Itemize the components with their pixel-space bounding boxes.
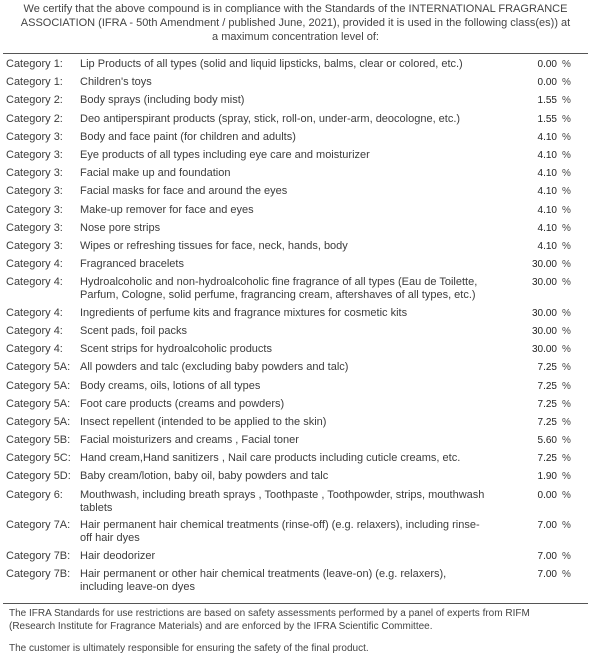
category-description — [80, 307, 500, 320]
category-label: Category 3: — [6, 148, 63, 161]
description-line: Eye products of all types including eye care and moisturizer — [80, 148, 370, 161]
description-line: Body creams, oils, lotions of all types — [80, 379, 261, 392]
category-description — [80, 398, 500, 411]
description-line: Hand cream,Hand sanitizers , Nail care products including cuticle creams, etc. — [80, 452, 461, 465]
description-line: Deo antiperspirant products (spray, stick, roll-on, under-arm, deocologne, etc.) — [80, 112, 461, 125]
max-concentration-value: 30.00 — [531, 307, 557, 319]
max-concentration-value: 1.55 — [537, 95, 557, 107]
max-concentration-value: 30.00 — [531, 277, 557, 289]
table-row — [0, 204, 591, 222]
table-row — [0, 568, 591, 599]
category-label: Category 7B: — [6, 549, 71, 562]
compliance-statement — [0, 2, 591, 44]
table-row — [0, 222, 591, 240]
category-description — [80, 94, 500, 107]
ifra-note-line-1: The IFRA Standards for use restrictions are based on safety assessments performed by a panel of experts from RIFM — [9, 608, 530, 619]
category-description — [80, 276, 500, 302]
category-label: Category 5C: — [6, 452, 71, 465]
description-line: Wipes or refreshing tissues for face, neck, hands, body — [80, 239, 348, 252]
description-line: Hair deodorizer — [80, 549, 156, 562]
percent-unit: % — [562, 398, 571, 410]
description-line: Hydroalcoholic and non-hydroalcoholic fine fragrance of all types (Eau de Toilette, — [80, 276, 478, 289]
percent-unit: % — [562, 59, 571, 70]
category-description — [80, 258, 500, 271]
max-concentration-value: 0.00 — [537, 489, 557, 501]
category-description — [80, 550, 500, 563]
percent-unit: % — [562, 380, 571, 392]
percent-unit: % — [562, 435, 571, 447]
category-description — [80, 434, 500, 447]
percent-unit: % — [562, 362, 571, 374]
max-concentration-value: 4.10 — [537, 149, 557, 161]
description-line: Body and face paint (for children and adults) — [80, 130, 296, 143]
max-concentration-value: 7.25 — [537, 453, 557, 465]
description-line: Hair permanent hair chemical treatments (rinse-off) (e.g. relaxers), including rinse- — [80, 519, 480, 532]
description-line: Baby cream/lotion, baby oil, baby powders and talc — [80, 470, 329, 483]
max-concentration-value: 4.10 — [537, 186, 557, 198]
percent-unit: % — [562, 520, 571, 532]
description-line: Fragranced bracelets — [80, 258, 184, 271]
table-row — [0, 325, 591, 343]
category-description — [80, 131, 500, 144]
category-label: Category 5A: — [6, 415, 71, 428]
percent-unit: % — [562, 259, 571, 271]
category-description — [80, 470, 500, 483]
table-row — [0, 240, 591, 258]
category-label: Category 7A: — [6, 519, 71, 532]
max-concentration-value: 0.00 — [537, 77, 557, 89]
table-row — [0, 307, 591, 325]
max-concentration-value: 7.25 — [537, 380, 557, 392]
percent-unit: % — [562, 416, 571, 428]
description-line: Lip Products of all types (solid and liquid lipsticks, balms, clear or colored, etc.) — [80, 58, 463, 70]
percent-unit: % — [562, 77, 571, 89]
description-line: including leave-on dyes — [80, 580, 195, 593]
description-line: Facial masks for face and around the eyes — [80, 185, 288, 198]
description-line: Facial make up and foundation — [80, 167, 231, 180]
description-line: off hair dyes — [80, 532, 140, 545]
category-label: Category 5D: — [6, 470, 71, 483]
max-concentration-value: 7.25 — [537, 398, 557, 410]
table-row — [0, 416, 591, 434]
description-line: Nose pore strips — [80, 221, 161, 234]
table-row — [0, 380, 591, 398]
category-label: Category 2: — [6, 94, 63, 107]
category-label: Category 1: — [6, 58, 63, 70]
category-description — [80, 113, 500, 126]
category-description — [80, 325, 500, 338]
table-row — [0, 149, 591, 167]
compliance-line-3: a maximum concentration level of: — [212, 31, 379, 43]
table-row — [0, 470, 591, 488]
category-label: Category 5A: — [6, 361, 71, 374]
percent-unit: % — [562, 186, 571, 198]
category-label: Category 3: — [6, 130, 63, 143]
max-concentration-value: 30.00 — [531, 344, 557, 356]
max-concentration-value: 4.10 — [537, 240, 557, 252]
category-description — [80, 149, 500, 162]
category-description — [80, 222, 500, 235]
percent-unit: % — [562, 240, 571, 252]
description-line: Body sprays (including body mist) — [80, 94, 245, 107]
max-concentration-value: 4.10 — [537, 222, 557, 234]
compliance-line-2: ASSOCIATION (IFRA - 50th Amendment / published June, 2021), provided it is used in the following class(es)) at — [20, 17, 571, 29]
category-label: Category 4: — [6, 276, 63, 289]
category-label: Category 5A: — [6, 397, 71, 410]
category-description — [80, 519, 500, 545]
max-concentration-value: 0.00 — [537, 59, 557, 70]
category-label: Category 3: — [6, 167, 63, 180]
category-label: Category 3: — [6, 203, 63, 216]
category-description — [80, 343, 500, 356]
table-row — [0, 452, 591, 470]
responsibility-note: The customer is ultimately responsible for ensuring the safety of the final product. — [9, 643, 369, 654]
description-line: Foot care products (creams and powders) — [80, 397, 285, 410]
category-label: Category 4: — [6, 306, 63, 319]
percent-unit: % — [562, 149, 571, 161]
table-row — [0, 398, 591, 416]
category-description — [80, 489, 500, 515]
max-concentration-value: 30.00 — [531, 259, 557, 271]
table-row — [0, 434, 591, 452]
table-row — [0, 58, 591, 76]
table-row — [0, 489, 591, 520]
category-description — [80, 58, 500, 71]
description-line: Facial moisturizers and creams , Facial toner — [80, 434, 299, 447]
max-concentration-value: 4.10 — [537, 131, 557, 143]
category-table — [0, 58, 591, 598]
description-line: Scent pads, foil packs — [80, 324, 188, 337]
max-concentration-value: 4.10 — [537, 204, 557, 216]
percent-unit: % — [562, 307, 571, 319]
description-line: Insect repellent (intended to be applied to the skin) — [80, 415, 327, 428]
table-row — [0, 519, 591, 550]
category-label: Category 3: — [6, 185, 63, 198]
category-label: Category 4: — [6, 343, 63, 356]
description-line: Hair permanent or other hair chemical treatments (leave-on) (e.g. relaxers), — [80, 567, 447, 580]
percent-unit: % — [562, 277, 571, 289]
percent-unit: % — [562, 95, 571, 107]
category-description — [80, 416, 500, 429]
category-label: Category 5A: — [6, 379, 71, 392]
table-row — [0, 185, 591, 203]
category-description — [80, 167, 500, 180]
category-description — [80, 185, 500, 198]
description-line: Children's toys — [80, 76, 152, 89]
category-description — [80, 76, 500, 89]
max-concentration-value: 7.00 — [537, 550, 557, 562]
description-line: Parfum, Cologne, solid perfume, fragrancing cream, aftershaves of all types, etc.) — [80, 289, 476, 302]
percent-unit: % — [562, 344, 571, 356]
category-label: Category 1: — [6, 76, 63, 89]
percent-unit: % — [562, 204, 571, 216]
description-line: Make-up remover for face and eyes — [80, 203, 254, 216]
category-label: Category 4: — [6, 324, 63, 337]
percent-unit: % — [562, 325, 571, 337]
category-description — [80, 568, 500, 594]
table-row — [0, 550, 591, 568]
category-description — [80, 240, 500, 253]
max-concentration-value: 4.10 — [537, 168, 557, 180]
description-line: All powders and talc (excluding baby powders and talc) — [80, 361, 349, 374]
table-row — [0, 76, 591, 94]
description-line: Mouthwash, including breath sprays , Toothpaste , Toothpowder, strips, mouthwash — [80, 488, 485, 501]
category-description — [80, 380, 500, 393]
category-label: Category 7B: — [6, 567, 71, 580]
max-concentration-value: 7.00 — [537, 568, 557, 580]
description-line: Scent strips for hydroalcoholic products — [80, 343, 272, 356]
header-divider — [3, 53, 588, 54]
compliance-line-1: We certify that the above compound is in compliance with the Standards of the INTERNATIONAL FRAGRANCE — [23, 3, 568, 15]
category-label: Category 5B: — [6, 434, 71, 447]
ifra-note — [9, 607, 584, 633]
table-row — [0, 167, 591, 185]
category-label: Category 6: — [6, 488, 63, 501]
max-concentration-value: 5.60 — [537, 435, 557, 447]
table-row — [0, 258, 591, 276]
description-line: tablets — [80, 501, 113, 514]
ifra-note-line-2: (Research Institute for Fragrance Materials) and are enforced by the IFRA Scientific Committee. — [9, 621, 433, 632]
category-label: Category 3: — [6, 239, 63, 252]
percent-unit: % — [562, 489, 571, 501]
max-concentration-value: 7.25 — [537, 362, 557, 374]
max-concentration-value: 7.00 — [537, 520, 557, 532]
percent-unit: % — [562, 131, 571, 143]
table-row — [0, 131, 591, 149]
percent-unit: % — [562, 471, 571, 483]
max-concentration-value: 30.00 — [531, 325, 557, 337]
table-row — [0, 361, 591, 379]
category-description — [80, 452, 500, 465]
table-row — [0, 113, 591, 131]
description-line: Ingredients of perfume kits and fragrance mixtures for cosmetic kits — [80, 306, 408, 319]
category-label: Category 4: — [6, 258, 63, 271]
percent-unit: % — [562, 550, 571, 562]
category-description — [80, 204, 500, 217]
category-description — [80, 361, 500, 374]
table-row — [0, 276, 591, 307]
category-label: Category 3: — [6, 221, 63, 234]
percent-unit: % — [562, 222, 571, 234]
percent-unit: % — [562, 453, 571, 465]
percent-unit: % — [562, 568, 571, 580]
category-label: Category 2: — [6, 112, 63, 125]
table-row — [0, 343, 591, 361]
percent-unit: % — [562, 113, 571, 125]
table-row — [0, 94, 591, 112]
max-concentration-value: 7.25 — [537, 416, 557, 428]
footer-divider — [3, 603, 588, 604]
max-concentration-value: 1.90 — [537, 471, 557, 483]
max-concentration-value: 1.55 — [537, 113, 557, 125]
percent-unit: % — [562, 168, 571, 180]
